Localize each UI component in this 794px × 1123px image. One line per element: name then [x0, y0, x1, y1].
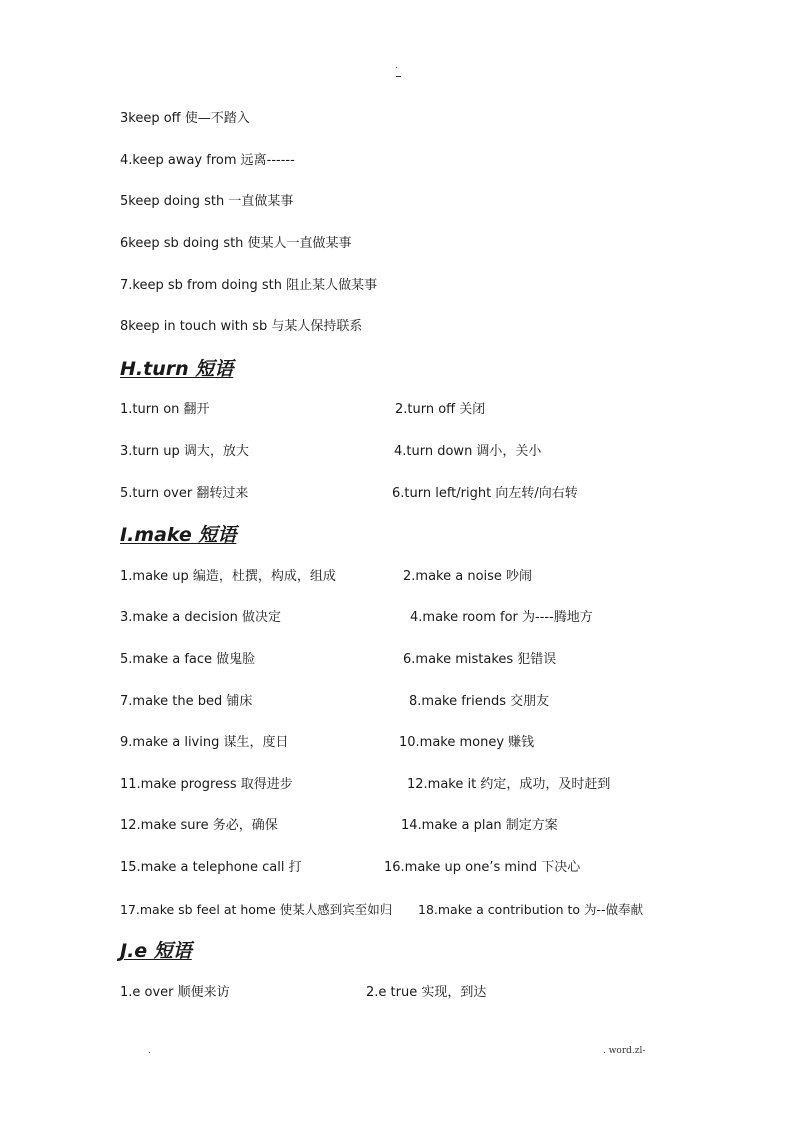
section-heading-turn: H.turn 短语 [120, 358, 234, 380]
header-rule [396, 76, 401, 77]
turn-item: 6.turn left/right 向左转/向右转 [392, 486, 578, 501]
footer-left-mark: . [148, 1046, 151, 1056]
e-item: 2.e true 实现，到达 [366, 985, 487, 1000]
keep-item-3: 3keep off 使—不踏入 [120, 111, 250, 126]
turn-item: 1.turn on 翻开 [120, 402, 210, 417]
make-item: 8.make friends 交朋友 [409, 694, 550, 709]
turn-item: 4.turn down 调小，关小 [394, 444, 542, 459]
make-item: 3.make a decision 做决定 [120, 610, 282, 625]
make-item: 12.make it 约定，成功，及时赶到 [407, 777, 611, 792]
section-heading-make: I.make 短语 [120, 524, 237, 546]
make-item: 18.make a contribution to 为--做奉献 [418, 902, 644, 917]
make-item: 6.make mistakes 犯错误 [403, 652, 557, 667]
turn-item: 2.turn off 关闭 [395, 402, 486, 417]
make-item: 5.make a face 做鬼脸 [120, 652, 256, 667]
make-item: 12.make sure 务必，确保 [120, 818, 278, 833]
make-item: 15.make a telephone call 打 [120, 860, 302, 875]
e-item: 1.e over 顺便来访 [120, 985, 230, 1000]
make-item: 11.make progress 取得进步 [120, 777, 293, 792]
make-item: 2.make a noise 吵闹 [403, 569, 533, 584]
turn-item: 5.turn over 翻转过来 [120, 486, 249, 501]
make-item: 7.make the bed 铺床 [120, 694, 253, 709]
keep-item-8: 8keep in touch with sb 与某人保持联系 [120, 319, 363, 334]
keep-item-6: 6keep sb doing sth 使某人一直做某事 [120, 236, 352, 251]
footer-watermark: . word.zl- [603, 1046, 646, 1056]
make-item: 1.make up 编造，杜撰，构成，组成 [120, 569, 336, 584]
make-item: 17.make sb feel at home 使某人感到宾至如归 [120, 902, 393, 917]
header-mark: . [395, 61, 398, 71]
make-item: 10.make money 赚钱 [399, 735, 535, 750]
make-item: 14.make a plan 制定方案 [401, 818, 558, 833]
section-heading-e: J.e 短语 [120, 940, 192, 962]
make-item: 9.make a living 谋生，度日 [120, 735, 289, 750]
keep-item-7: 7.keep sb from doing sth 阻止某人做某事 [120, 278, 378, 293]
make-item: 16.make up one’s mind 下决心 [384, 860, 581, 875]
keep-item-4: 4.keep away from 远离------ [120, 153, 295, 168]
keep-item-5: 5keep doing sth 一直做某事 [120, 194, 294, 209]
make-item: 4.make room for 为----腾地方 [410, 610, 593, 625]
turn-item: 3.turn up 调大，放大 [120, 444, 249, 459]
